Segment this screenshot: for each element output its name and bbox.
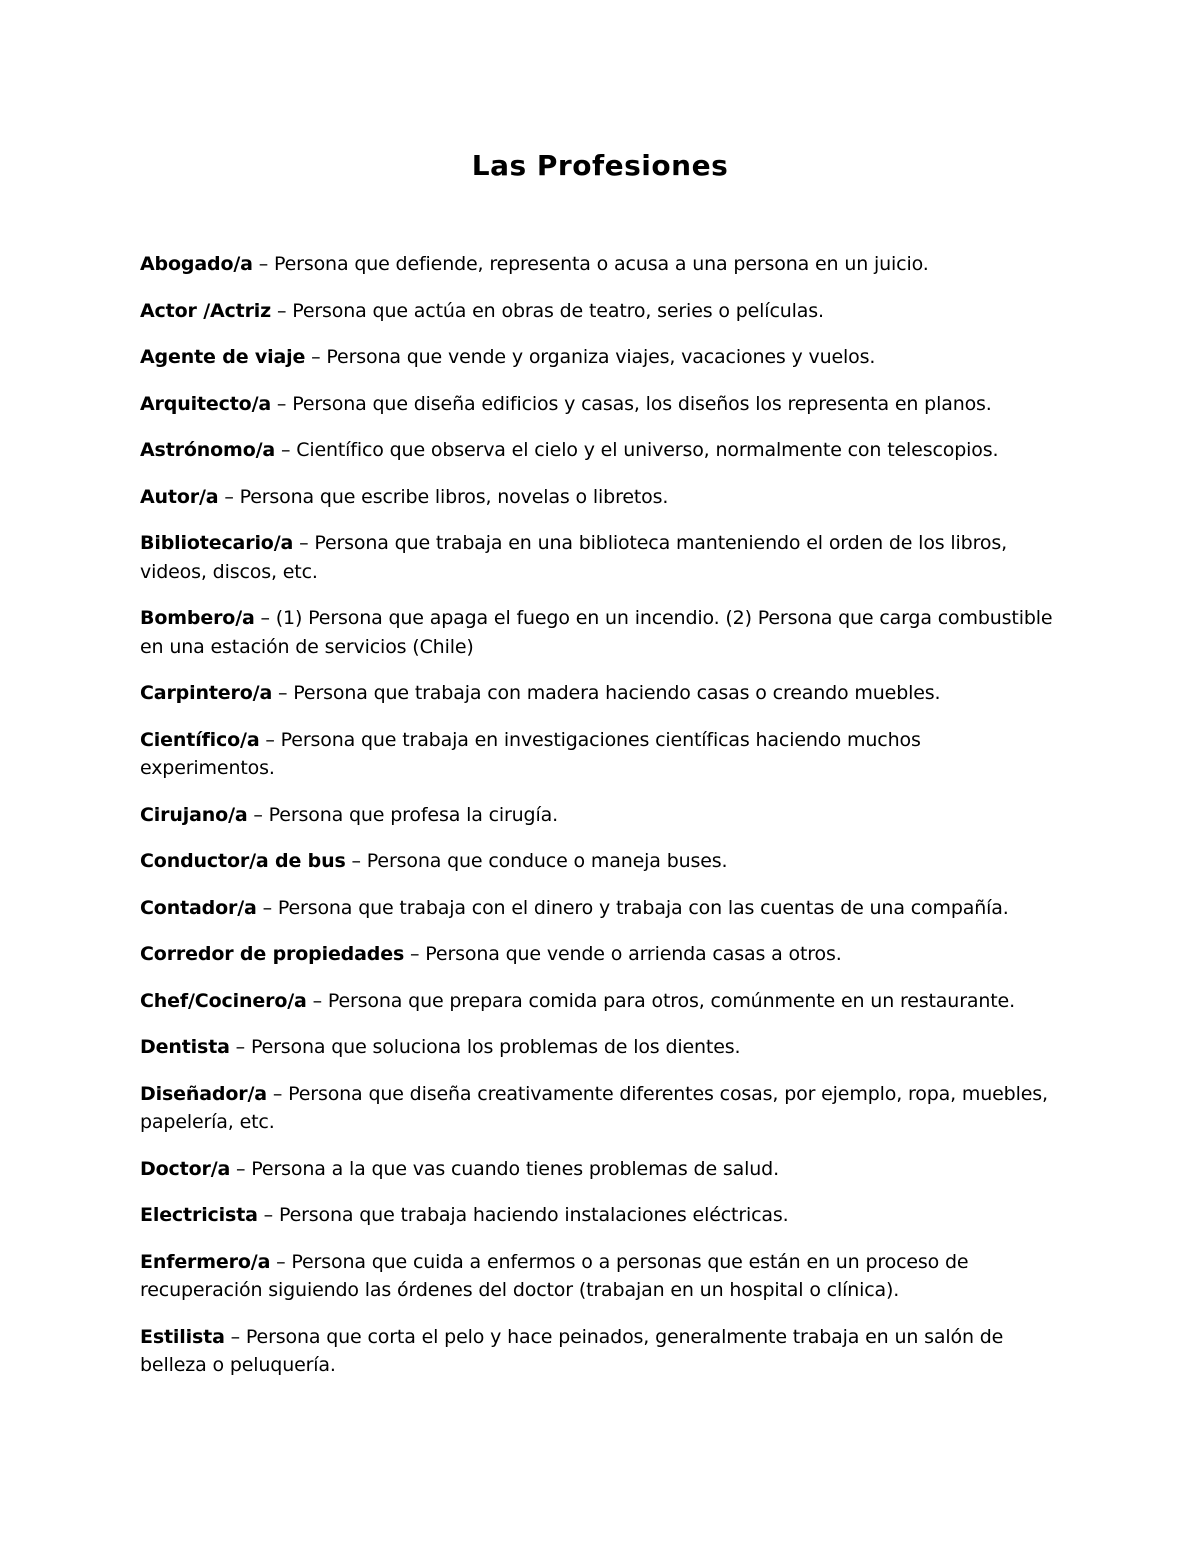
entry-term: Abogado/a — [140, 253, 253, 275]
definition-entry — [140, 1201, 1060, 1230]
entry-definition: Persona que defiende, representa o acusa a una persona en un juicio. — [274, 253, 929, 275]
entry-definition: Persona que trabaja en una biblioteca manteniendo el orden de los libros, videos, discos, etc. — [140, 532, 1007, 583]
definition-entry — [140, 987, 1060, 1016]
entry-definition: Persona que escribe libros, novelas o libretos. — [239, 485, 669, 508]
entry-definition: Persona que soluciona los problemas de los dientes. — [250, 1036, 741, 1058]
entry-separator: – — [229, 1036, 251, 1058]
entry-separator: – — [272, 682, 294, 704]
definition-entry — [140, 940, 1060, 969]
entry-definition: Persona que trabaja con el dinero y trabaja con las cuentas de una compañía. — [277, 896, 1009, 919]
definition-entry — [140, 390, 1060, 419]
entry-definition: Persona que diseña creativamente diferentes cosas, por ejemplo, ropa, muebles, papelería, etc. — [140, 1082, 1048, 1133]
definition-entry — [140, 343, 1060, 372]
entry-definition: Persona que profesa la cirugía. — [268, 803, 558, 826]
entry-term: Científico/a — [140, 728, 260, 751]
entry-term: Estilista — [140, 1325, 225, 1348]
definition-entry — [140, 1080, 1060, 1137]
definition-entry — [140, 1033, 1060, 1062]
page-title: Las Profesiones — [471, 149, 729, 182]
entry-term: Doctor/a — [140, 1157, 231, 1180]
entry-separator: – — [259, 728, 281, 751]
entry-separator: – — [306, 989, 328, 1012]
definition-entry — [140, 297, 1060, 326]
entry-definition: Persona que corta el pelo y hace peinados, generalmente trabaja en un salón de belleza o peluquería. — [140, 1325, 1004, 1376]
entry-separator: – — [271, 392, 293, 415]
definition-entry — [140, 1248, 1060, 1305]
entry-definition: Persona que conduce o maneja buses. — [366, 850, 728, 872]
entry-separator: – — [218, 485, 240, 508]
entry-separator: – — [293, 532, 315, 554]
entry-separator: – — [305, 346, 327, 368]
entry-separator: – — [266, 1082, 289, 1105]
entry-separator: – — [256, 896, 278, 919]
entry-term: Actor /Actriz — [140, 299, 272, 322]
entry-definition: (1) Persona que apaga el fuego en un incendio. (2) Persona que carga combustible en una estación de servicios (Chile) — [140, 607, 1053, 658]
definition-entry — [140, 529, 1060, 586]
definition-entry — [140, 483, 1060, 512]
entry-separator: – — [257, 1204, 279, 1226]
entry-definition: Persona que trabaja haciendo instalaciones eléctricas. — [278, 1204, 789, 1226]
definition-entry — [140, 894, 1060, 923]
entry-definition: Persona que vende y organiza viajes, vacaciones y vuelos. — [326, 346, 876, 368]
definition-entry — [140, 250, 1060, 279]
entry-separator: – — [275, 439, 297, 461]
entry-term: Autor/a — [140, 485, 219, 508]
entry-separator: – — [224, 1325, 246, 1348]
entry-definition: Persona que trabaja en investigaciones científicas haciendo muchos experimentos. — [140, 728, 921, 779]
entry-separator: – — [230, 1157, 252, 1180]
entry-term: Dentista — [140, 1036, 230, 1058]
definition-list — [140, 250, 1060, 1398]
entry-term: Bibliotecario/a — [140, 532, 294, 554]
entry-separator: – — [404, 943, 426, 965]
entry-separator: – — [270, 1250, 292, 1273]
definition-entry — [140, 1155, 1060, 1184]
entry-term: Diseñador/a — [140, 1082, 267, 1105]
entry-definition: Científico que observa el cielo y el universo, normalmente con telescopios. — [296, 439, 999, 461]
entry-separator: – — [247, 803, 269, 826]
definition-entry — [140, 801, 1060, 830]
entry-definition: Persona que actúa en obras de teatro, series o películas. — [292, 299, 824, 322]
entry-separator: – — [271, 299, 293, 322]
entry-term: Arquitecto/a — [140, 392, 272, 415]
entry-term: Contador/a — [140, 896, 257, 919]
definition-entry — [140, 679, 1060, 708]
entry-definition: Persona que vende o arrienda casas a otros. — [425, 943, 842, 965]
definition-entry — [140, 1323, 1060, 1380]
entry-term: Chef/Cocinero/a — [140, 989, 307, 1012]
entry-separator: – — [345, 850, 367, 872]
entry-term: Cirujano/a — [140, 803, 248, 826]
definition-entry — [140, 726, 1060, 783]
entry-definition: Persona que prepara comida para otros, comúnmente en un restaurante. — [327, 989, 1015, 1012]
entry-term: Corredor de propiedades — [140, 943, 405, 965]
entry-term: Agente de viaje — [140, 346, 306, 368]
definition-entry — [140, 436, 1060, 465]
entry-term: Electricista — [140, 1204, 258, 1226]
entry-separator: – — [252, 253, 274, 275]
entry-definition: Persona a la que vas cuando tienes problemas de salud. — [251, 1157, 779, 1180]
entry-definition: Persona que cuida a enfermos o a personas que están en un proceso de recuperación siguiendo las órdenes del doctor (trabajan en un hospital o clínica). — [140, 1250, 969, 1301]
definition-entry — [140, 847, 1060, 876]
definition-entry — [140, 604, 1060, 661]
entry-definition: Persona que trabaja con madera haciendo casas o creando muebles. — [293, 682, 941, 704]
entry-term: Conductor/a de bus — [140, 850, 346, 872]
entry-term: Bombero/a — [140, 607, 255, 629]
entry-separator: – — [254, 607, 276, 629]
entry-definition: Persona que diseña edificios y casas, los diseños los representa en planos. — [292, 392, 992, 415]
entry-term: Astrónomo/a — [140, 439, 276, 461]
entry-term: Carpintero/a — [140, 682, 273, 704]
entry-term: Enfermero/a — [140, 1250, 271, 1273]
